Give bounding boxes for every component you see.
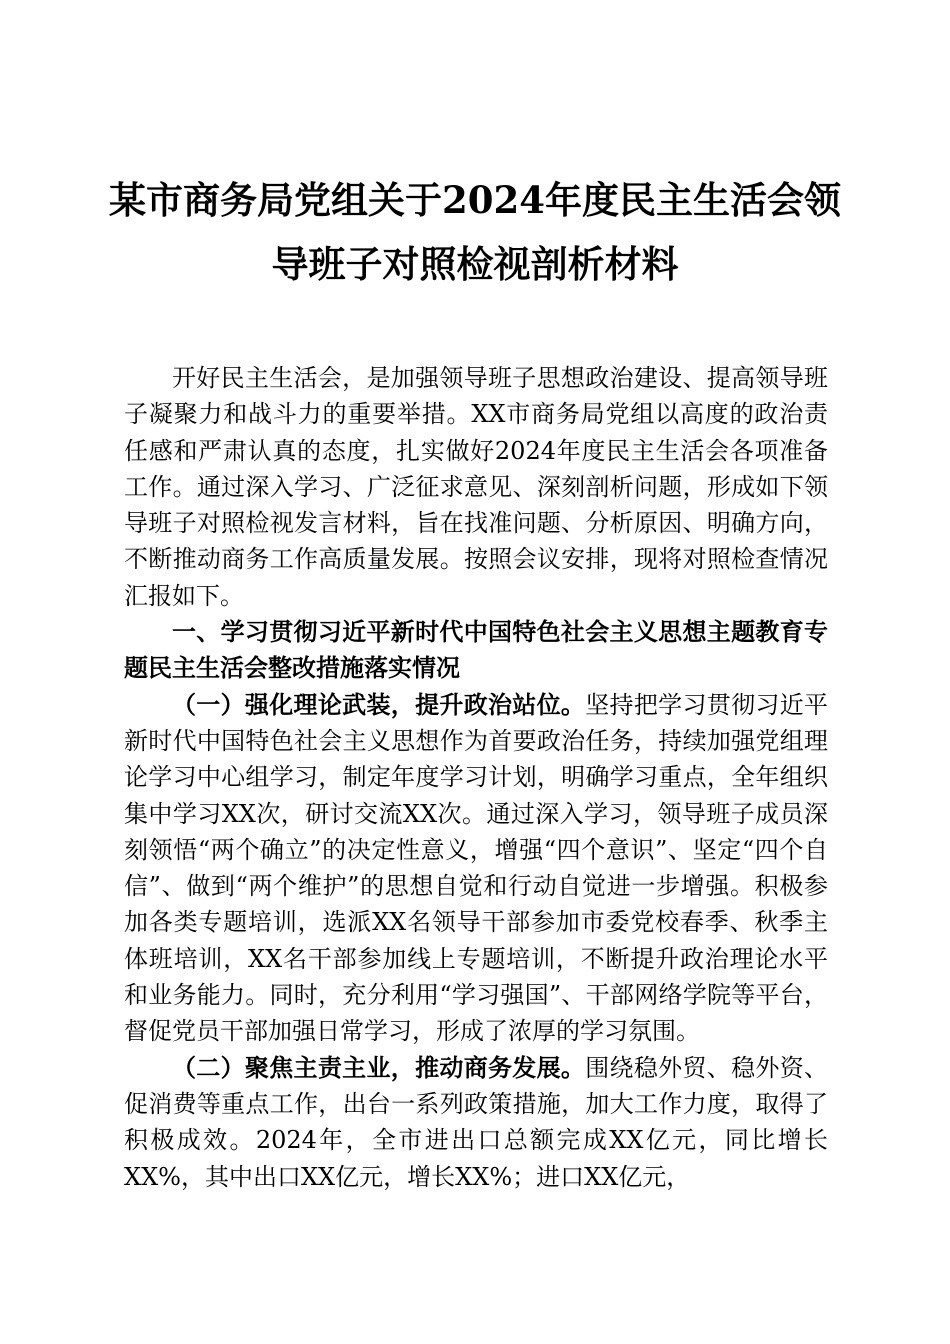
item-heading-1: （一）强化理论武装，提升政治站位。 xyxy=(172,689,586,719)
title-line-1: 某市商务局党组关于2024年度民主生活会领 xyxy=(109,178,841,222)
document-title xyxy=(100,168,850,296)
section-heading-1: 一、学习贯彻习近平新时代中国特色社会主义思想主题教育专题民主生活会整改措施落实情况 xyxy=(124,618,828,683)
item-text-1: 坚持把学习贯彻习近平新时代中国特色社会主义思想作为首要政治任务，持续加强党组理论学习中心组学习，制定年度学习计划，明确学习重点，全年组织集中学习XX次，研讨交流XX次。通过深入学习，领导班子成员深刻领悟“两个确立”的决定性意义，增强“四个意识”、坚定“四个自信”、做到“两个维护”的思想自觉和行动自觉进一步增强。积极参加各类专题培训，选派XX名领导干部参加市委党校春季、秋季主体班培训，XX名干部参加线上专题培训，不断提升政治理论水平和业务能力。同时，充分利用“学习强国”、干部网络学院等平台，督促党员干部加强日常学习，形成了浓厚的学习氛围。 xyxy=(124,690,829,1046)
document-body xyxy=(124,360,828,1195)
intro-paragraph: 开好民主生活会，是加强领导班子思想政治建设、提高领导班子凝聚力和战斗力的重要举措。XX市商务局党组以高度的政治责任感和严肃认真的态度，扎实做好2024年度民主生活会各项准备工作。通过深入学习、广泛征求意见、深刻剖析问题，形成如下领导班子对照检视发言材料，旨在找准问题、分析原因、明确方向，不断推动商务工作高质量发展。按照会议安排，现将对照检查情况汇报如下。 xyxy=(124,364,828,610)
item-paragraph-2 xyxy=(124,1050,828,1195)
item-paragraph-1 xyxy=(124,687,828,1050)
item-text-2: 围绕稳外贸、稳外资、促消费等重点工作，出台一系列政策措施，加大工作力度，取得了积极成效。2024年，全市进出口总额完成XX亿元，同比增长XX%，其中出口XX亿元，增长XX%；进口XX亿元， xyxy=(124,1053,829,1191)
item-heading-2: （二）聚焦主责主业，推动商务发展。 xyxy=(172,1052,586,1082)
title-line-2: 导班子对照检视剖析材料 xyxy=(271,242,679,286)
